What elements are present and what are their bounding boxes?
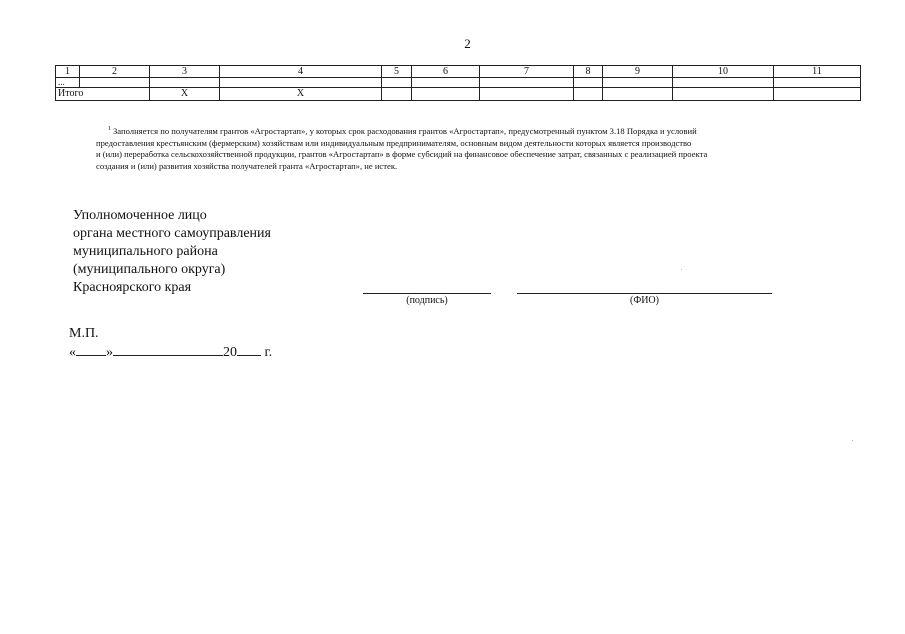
date-line (69, 343, 272, 362)
authority-line: муниципального района (73, 244, 218, 259)
table-cell (603, 88, 673, 101)
table-cell (80, 78, 150, 88)
table-cell (382, 78, 412, 88)
column-number: 4 (220, 66, 382, 78)
footnote-line: создания и (или) развития хозяйства получателей гранта «Агростартап», не истек. (96, 160, 398, 171)
table-header-row (56, 66, 861, 78)
table-cell: Х (150, 88, 220, 101)
month-blank (113, 343, 223, 356)
signature-caption: (подпись) (406, 295, 448, 306)
table-cell (774, 88, 861, 101)
page-number: 2 (464, 36, 471, 51)
table-cell (673, 88, 774, 101)
table-cell (774, 78, 861, 88)
table-cell (574, 78, 603, 88)
table-row (56, 78, 861, 88)
authority-line: Уполномоченное лицо (73, 208, 207, 223)
column-number: 6 (412, 66, 480, 78)
footnote-text: Заполняется по получателям грантов «Агростартап», у которых срок расходования грантов «Агростартап», предусмотренный пунктом 3.18 Порядка и условий (113, 126, 697, 136)
column-number: 11 (774, 66, 861, 78)
total-row (56, 88, 861, 101)
footnote-line: и (или) переработка сельскохозяйственной продукции, грантов «Агростартап» в форме субсидий на финансовое обеспечение затрат, связанных с реализацией проекта (96, 149, 708, 159)
authority-line: органа местного самоуправления (73, 226, 271, 241)
authority-line: Красноярского края (73, 280, 192, 295)
table-cell: ... (56, 78, 80, 88)
column-number: 1 (56, 66, 80, 78)
table-cell (220, 78, 382, 88)
table-cell (603, 78, 673, 88)
summary-table (55, 65, 861, 101)
day-blank (76, 343, 106, 356)
column-number: 7 (480, 66, 574, 78)
full-name-line (517, 293, 772, 294)
footnote (96, 124, 862, 172)
footnote-line: предоставления крестьянским (фермерским) хозяйствам или индивидуальным предпринимателям, основным видом деятельности которых является производство (96, 137, 692, 148)
scan-speck (852, 440, 853, 441)
year-suffix: г. (264, 345, 273, 360)
column-number: 5 (382, 66, 412, 78)
table-cell: Х (220, 88, 382, 101)
scan-speck (681, 269, 682, 270)
table-cell (150, 78, 220, 88)
stamp-place-label: М.П. (69, 326, 99, 341)
column-number: 9 (603, 66, 673, 78)
authority-line: (муниципального округа) (73, 262, 226, 277)
table-cell (412, 78, 480, 88)
footnote-line (96, 124, 862, 138)
table-cell (480, 78, 574, 88)
footnote-marker: 1 (108, 126, 111, 132)
full-name-caption: (ФИО) (629, 295, 659, 306)
column-number: 3 (150, 66, 220, 78)
signature-line (363, 293, 491, 294)
authorized-person-block (73, 207, 271, 297)
quote-open: « (69, 345, 76, 360)
column-number: 10 (673, 66, 774, 78)
total-label: Итого (56, 88, 150, 101)
column-number: 2 (80, 66, 150, 78)
table-cell (480, 88, 574, 101)
table-cell (673, 78, 774, 88)
year-blank (237, 343, 261, 356)
table-cell (382, 88, 412, 101)
table-cell (412, 88, 480, 101)
quote-close: » (106, 345, 113, 360)
table-cell (574, 88, 603, 101)
column-number: 8 (574, 66, 603, 78)
stamp-and-date-block (69, 324, 272, 362)
year-prefix: 20 (223, 345, 237, 360)
